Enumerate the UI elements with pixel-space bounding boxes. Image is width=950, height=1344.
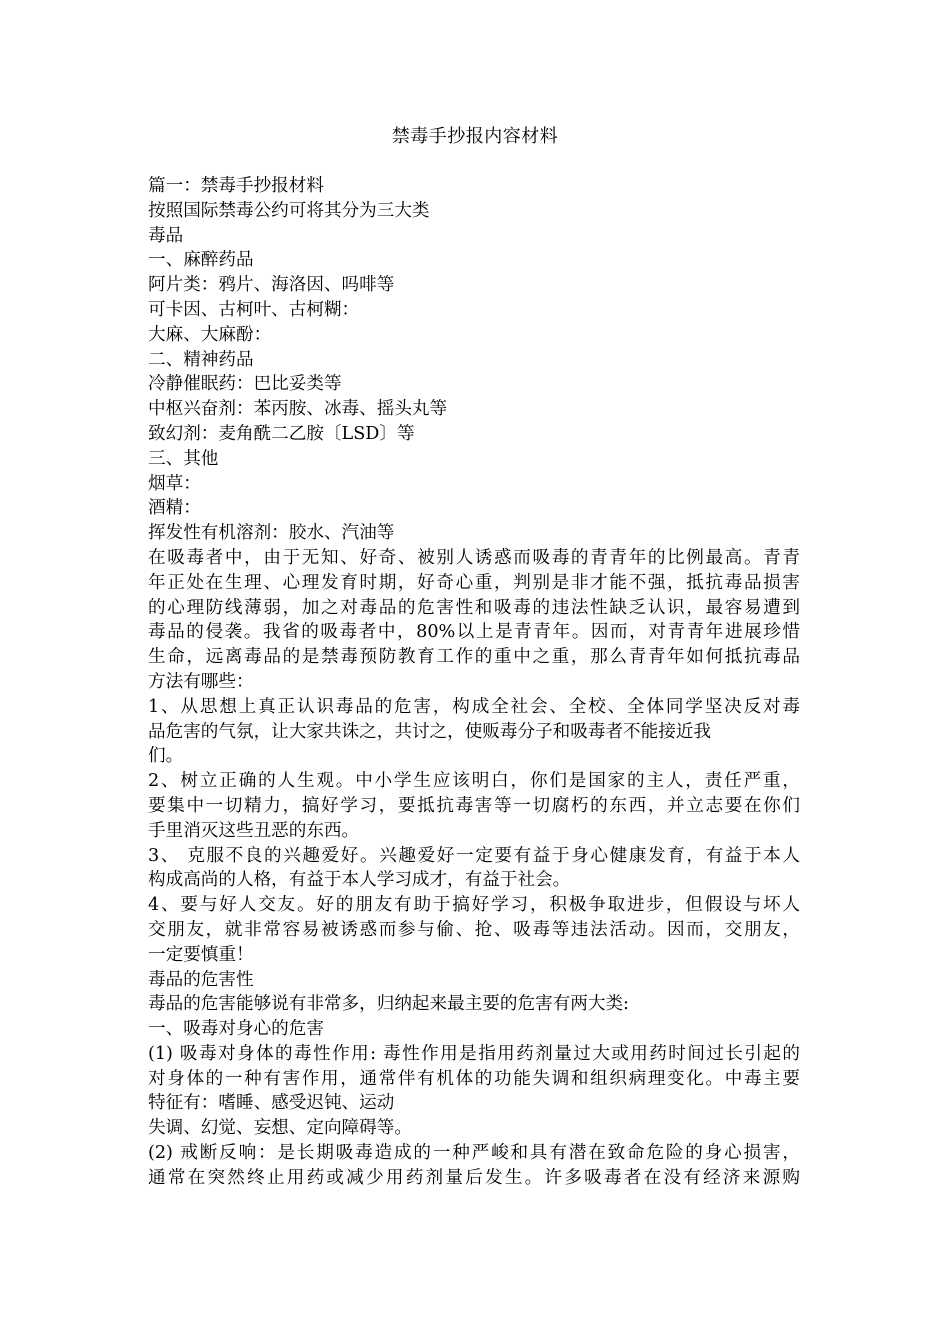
text-line: 交朋友，就非常容易被诱惑而参与偷、抢、吸毒等违法活动。因而，交朋友，: [148, 919, 800, 940]
text-line: 三、其他: [148, 448, 219, 469]
text-line: 一定要慎重！: [148, 944, 254, 965]
text-line: 可卡因、古柯叶、古柯糊：: [148, 299, 360, 320]
text-line: 年正处在生理、心理发育时期，好奇心重，判别是非才能不强，抵抗毒品损害: [148, 572, 800, 593]
text-line: 4、要与好人交友。好的朋友有助于搞好学习，积极争取进步，但假设与坏人: [148, 895, 800, 916]
text-line: 冷静催眠药：巴比妥类等: [148, 374, 342, 395]
document-body: [148, 174, 800, 1191]
text-line: 烟草：: [148, 473, 201, 494]
text-line: 失调、幻觉、妄想、定向障碍等。: [148, 1118, 412, 1139]
text-line: 酒精：: [148, 498, 201, 519]
text-line: 们。: [148, 746, 184, 767]
text-line: 一、麻醉药品: [148, 250, 254, 271]
text-line: 方法有哪些：: [148, 671, 254, 692]
text-line: 手里消灭这些丑恶的东西。: [148, 820, 360, 841]
text-line: 对身体的一种有害作用，通常伴有机体的功能失调和组织病理变化。中毒主要: [148, 1068, 800, 1089]
text-line: 通常在突然终止用药或减少用药剂量后发生。许多吸毒者在没有经济来源购: [148, 1167, 800, 1188]
text-line: 二、精神药品: [148, 349, 254, 370]
text-line: 按照国际禁毒公约可将其分为三大类: [148, 200, 430, 221]
text-line: 毒品的危害性: [148, 969, 254, 990]
text-line: 阿片类：鸦片、海洛因、吗啡等: [148, 275, 395, 296]
text-line: 毒品: [148, 225, 184, 246]
text-line: 品危害的气氛，让大家共诛之，共讨之，使贩毒分子和吸毒者不能接近我: [148, 721, 712, 742]
text-line: (2) 戒断反响：是长期吸毒造成的一种严峻和具有潜在致命危险的身心损害，: [148, 1143, 800, 1164]
text-line: 大麻、大麻酚：: [148, 324, 272, 345]
text-line: 2、树立正确的人生观。中小学生应该明白，你们是国家的主人，责任严重，: [148, 771, 800, 792]
text-line: 在吸毒者中，由于无知、好奇、被别人诱惑而吸毒的青青年的比例最高。青青: [148, 547, 800, 568]
text-line: 1、从思想上真正认识毒品的危害，构成全社会、全校、全体同学坚决反对毒: [148, 696, 800, 717]
text-line: 要集中一切精力，搞好学习，要抵抗毒害等一切腐朽的东西，并立志要在你们: [148, 795, 800, 816]
text-line: 的心理防线薄弱，加之对毒品的危害性和吸毒的违法性缺乏认识，最容易遭到: [148, 597, 800, 618]
text-line: (1) 吸毒对身体的毒性作用: 毒性作用是指用药剂量过大或用药时间过长引起的: [148, 1043, 800, 1064]
text-line: 中枢兴奋剂：苯丙胺、冰毒、摇头丸等: [148, 399, 448, 420]
text-line: 毒品的侵袭。我省的吸毒者中，80%以上是青青年。因而，对青青年进展珍惜: [148, 622, 800, 643]
document-title: 禁毒手抄报内容材料: [391, 126, 559, 147]
text-line: 生命，远离毒品的是禁毒预防教育工作的重中之重，那么青青年如何抵抗毒品: [148, 647, 800, 668]
text-line: 3、 克服不良的兴趣爱好。兴趣爱好一定要有益于身心健康发育，有益于本人: [148, 845, 800, 866]
text-line: 特征有：嗜睡、感受迟钝、运动: [148, 1093, 395, 1114]
text-line: 毒品的危害能够说有非常多，归纳起来最主要的危害有两大类:: [148, 994, 629, 1015]
text-line: 构成高尚的人格，有益于本人学习成才，有益于社会。: [148, 870, 571, 891]
text-line: 致幻剂：麦角酰二乙胺〔LSD〕等: [148, 423, 415, 444]
text-line: 挥发性有机溶剂：胶水、汽油等: [148, 523, 395, 544]
text-line: 篇一：禁毒手抄报材料: [148, 176, 324, 196]
text-line: 一、吸毒对身心的危害: [148, 1019, 324, 1040]
